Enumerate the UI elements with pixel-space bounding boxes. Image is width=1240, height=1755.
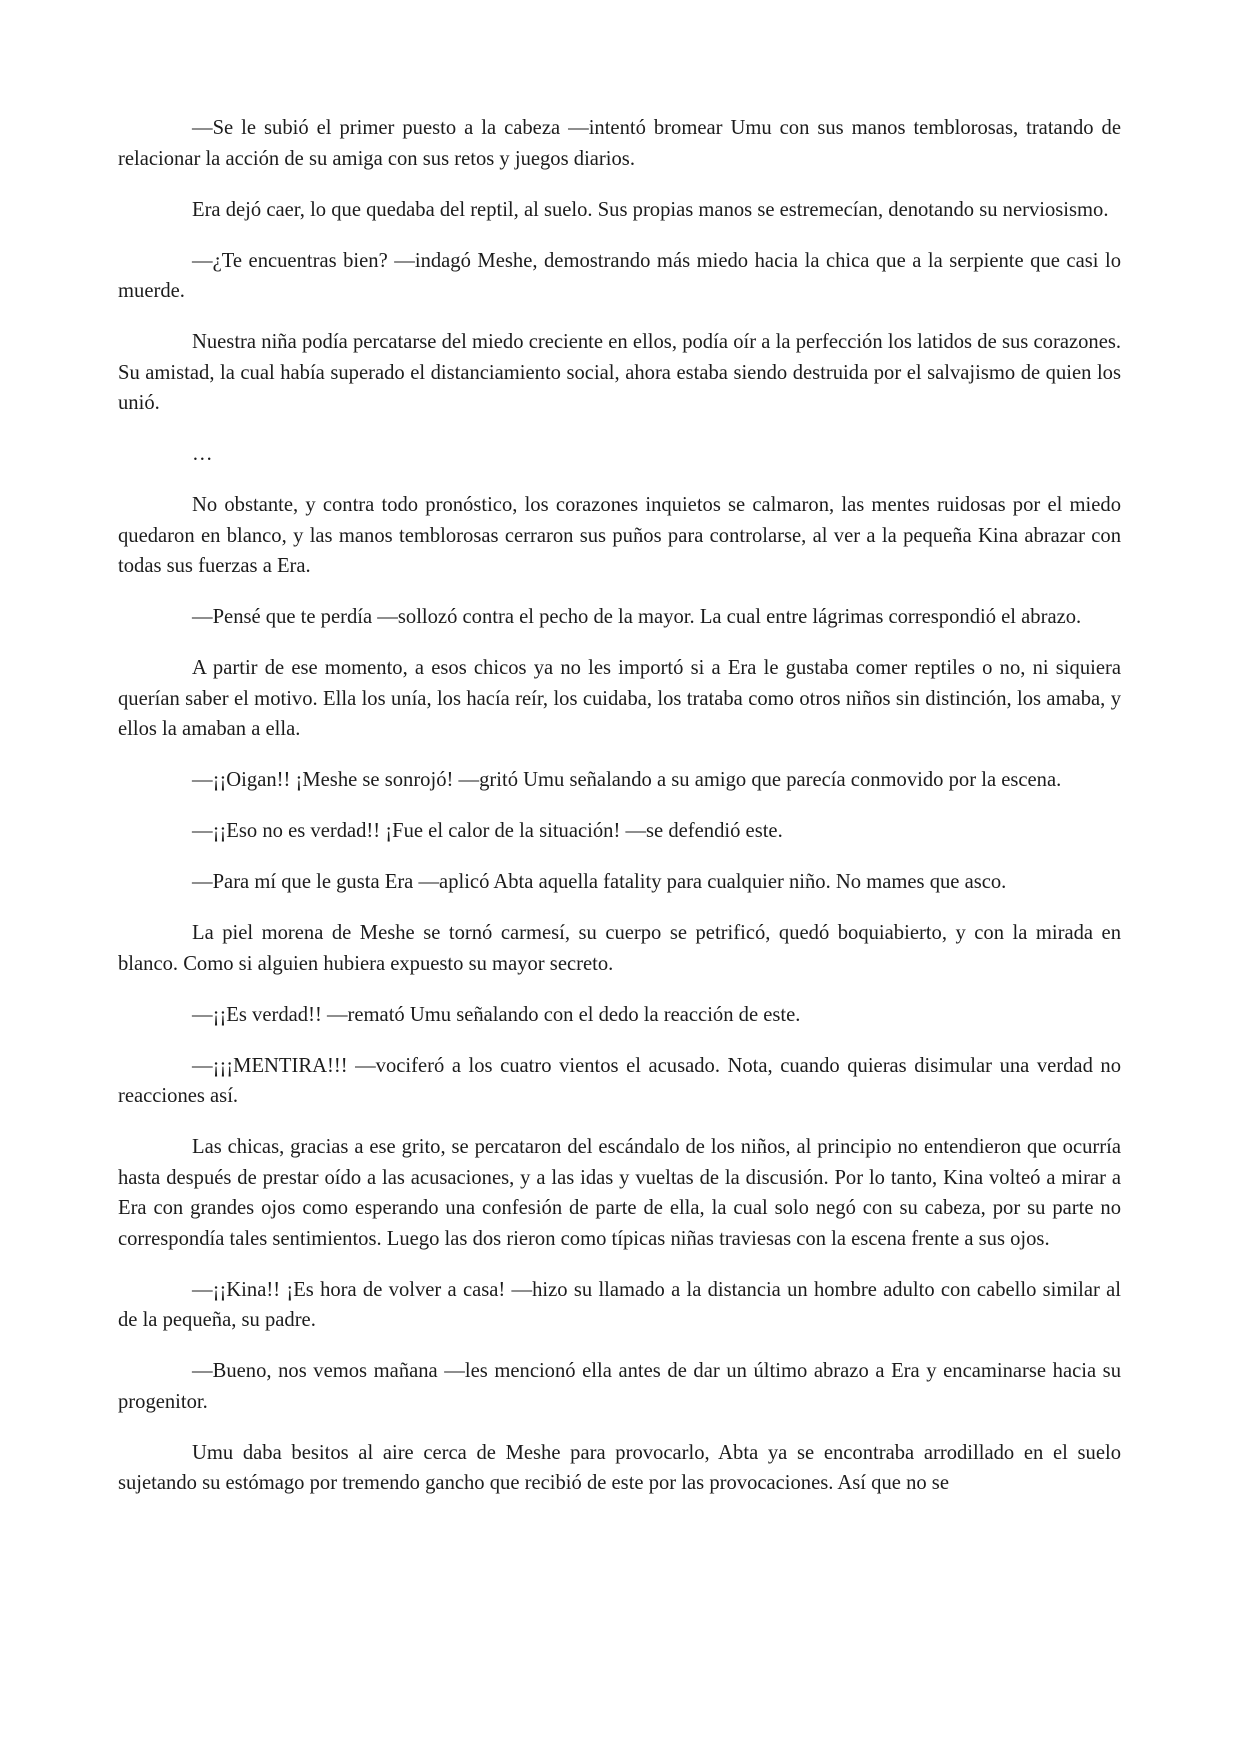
paragraph: —¡¡Es verdad!! —remató Umu señalando con el dedo la reacción de este.: [192, 1003, 801, 1026]
document-page: [118, 113, 1121, 1519]
paragraph: Las chicas, gracias a ese grito, se percataron del escándalo de los niños, al principio no entendieron que ocurría hasta después de prestar oído a las acusaciones, y a las idas y vueltas de la discusión. Por lo tanto, Kina volteó a mirar a Era con grandes ojos como esperando una confesión de parte de ella, la cual solo negó con su cabeza, por su parte no correspondía tales sentimientos. Luego las dos rieron como típicas niñas traviesas con la escena frente a sus ojos.: [118, 1136, 1121, 1250]
paragraph: —¡¡Kina!! ¡Es hora de volver a casa! —hizo su llamado a la distancia un hombre adulto con cabello similar al de la pequeña, su padre.: [118, 1278, 1121, 1331]
scene-break: …: [192, 443, 213, 465]
paragraph: —Bueno, nos vemos mañana —les mencionó ella antes de dar un último abrazo a Era y encaminarse hacia su progenitor.: [118, 1360, 1121, 1413]
paragraph: —¡¡Oigan!! ¡Meshe se sonrojó! —gritó Umu señalando a su amigo que parecía conmovido por la escena.: [192, 769, 1062, 791]
paragraph: —¿Te encuentras bien? —indagó Meshe, demostrando más miedo hacia la chica que a la serpiente que casi lo muerde.: [118, 249, 1121, 302]
paragraph: —Se le subió el primer puesto a la cabeza —intentó bromear Umu con sus manos temblorosas, tratando de relacionar la acción de su amiga con sus retos y juegos diarios.: [118, 117, 1121, 170]
paragraph: Nuestra niña podía percatarse del miedo creciente en ellos, podía oír a la perfección los latidos de sus corazones. Su amistad, la cual había superado el distanciamiento social, ahora estaba siendo destruida por el salvajismo de quien los unió.: [118, 331, 1121, 414]
paragraph: —¡¡Eso no es verdad!! ¡Fue el calor de la situación! —se defendió este.: [192, 820, 783, 842]
paragraph: Era dejó caer, lo que quedaba del reptil, al suelo. Sus propias manos se estremecían, denotando su nerviosismo.: [192, 198, 1109, 221]
paragraph: —¡¡¡MENTIRA!!! —vociferó a los cuatro vientos el acusado. Nota, cuando quieras disimular una verdad no reacciones así.: [118, 1054, 1121, 1107]
paragraph: Umu daba besitos al aire cerca de Meshe para provocarlo, Abta ya se encontraba arrodillado en el suelo sujetando su estómago por tremendo gancho que recibió de este por las provocaciones. Así que no se: [118, 1441, 1121, 1494]
paragraph: No obstante, y contra todo pronóstico, los corazones inquietos se calmaron, las mentes ruidosas por el miedo quedaron en blanco, y las manos temblorosas cerraron sus puños para controlarse, al ver a la pequeña Kina abrazar con todas sus fuerzas a Era.: [118, 494, 1121, 577]
paragraph: La piel morena de Meshe se tornó carmesí, su cuerpo se petrificó, quedó boquiabierto, y con la mirada en blanco. Como si alguien hubiera expuesto su mayor secreto.: [118, 922, 1121, 975]
paragraph: —Para mí que le gusta Era —aplicó Abta aquella fatality para cualquier niño. No mames que asco.: [192, 871, 1007, 893]
paragraph: A partir de ese momento, a esos chicos ya no les importó si a Era le gustaba comer reptiles o no, ni siquiera querían saber el motivo. Ella los unía, los hacía reír, los cuidaba, los trataba como otros niños sin distinción, los amaba, y ellos la amaban a ella.: [118, 657, 1121, 740]
paragraph: —Pensé que te perdía —sollozó contra el pecho de la mayor. La cual entre lágrimas correspondió el abrazo.: [192, 606, 1082, 628]
